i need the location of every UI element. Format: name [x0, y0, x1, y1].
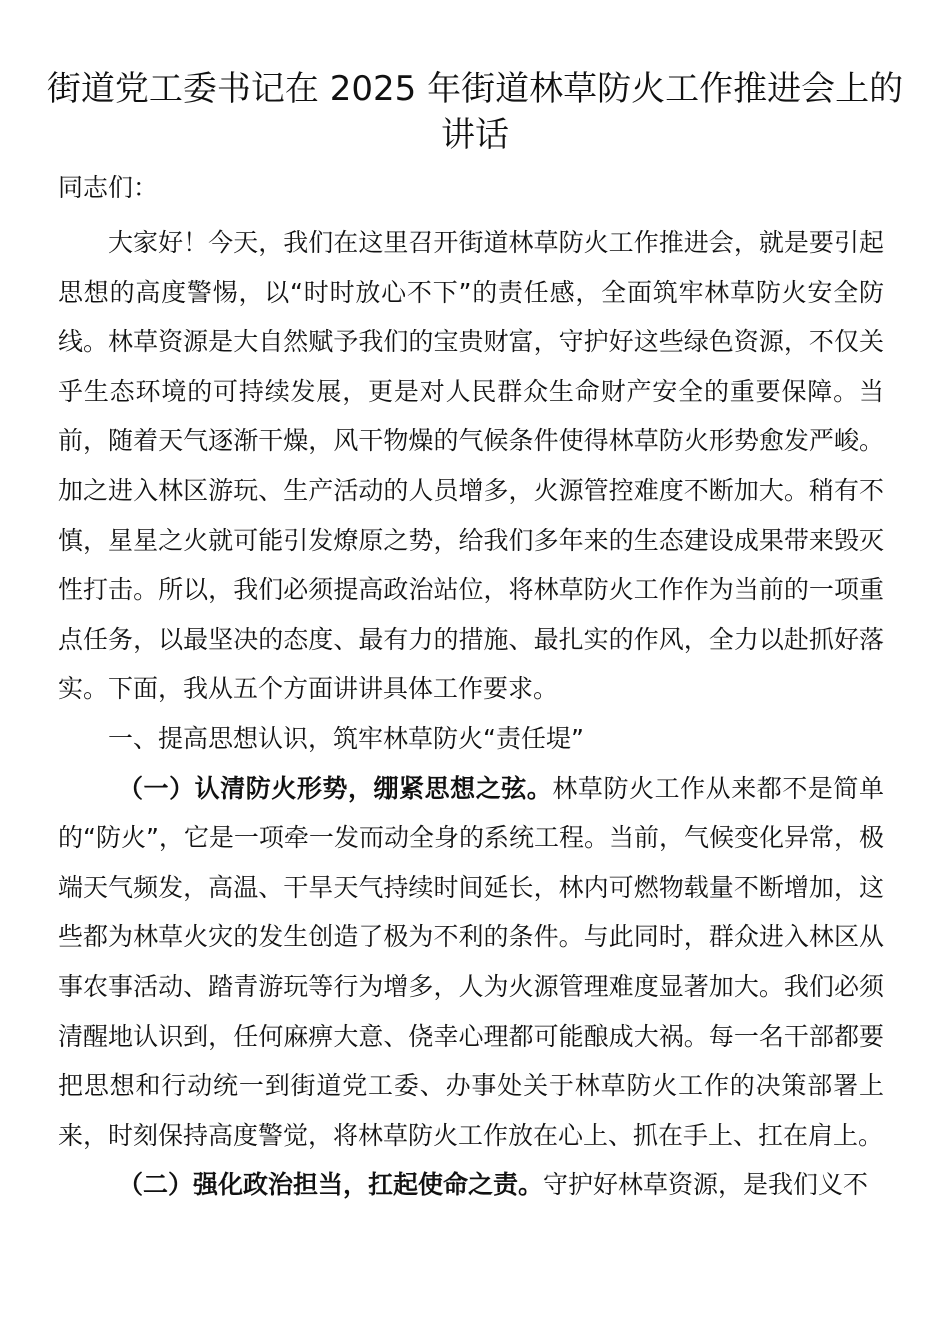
subsection-paragraph [58, 764, 884, 1161]
subsection-lead: （一）认清防火形势，绷紧思想之弦。 [118, 773, 553, 803]
intro-paragraph: 大家好！今天，我们在这里召开街道林草防火工作推进会，就是要引起思想的高度警惕，以“时时放心不下”的责任感，全面筑牢林草防火安全防线。林草资源是大自然赋予我们的宝贵财富，守护好这些绿色资源，不仅关乎生态环境的可持续发展，更是对人民群众生命财产安全的重要保障。当前，随着天气逐渐干燥，风干物燥的气候条件使得林草防火形势愈发严峻。加之进入林区游玩、生产活动的人员增多，火源管控难度不断加大。稍有不慎，星星之火就可能引发燎原之势，给我们多年来的生态建设成果带来毁灭性打击。所以，我们必须提高政治站位，将林草防火工作作为当前的一项重点任务，以最坚决的态度、最有力的措施、最扎实的作风，全力以赴抓好落实。下面，我从五个方面讲讲具体工作要求。 [58, 228, 884, 704]
subsection-paragraph [58, 1160, 884, 1210]
document-body [58, 218, 884, 1210]
subsection-text: 守护好林草资源，是我们义不 [543, 1170, 869, 1200]
document-title: 街道党工委书记在 2025 年街道林草防火工作推进会上的讲话 [46, 69, 904, 155]
subsection-lead: （二）强化政治担当，扛起使命之责。 [118, 1170, 544, 1200]
section-heading: 一、提高思想认识，筑牢林草防火“责任堤” [108, 723, 584, 753]
greeting: 同志们： [58, 173, 159, 202]
subsection-text: 林草防火工作从来都不是简单的“防火”，它是一项牵一发而动全身的系统工程。当前，气候变化异常，极端天气频发，高温、干旱天气持续时间延长，林内可燃物载量不断增加，这些都为林草火灾的发生创造了极为不利的条件。与此同时，群众进入林区从事农事活动、踏青游玩等行为增多，人为火源管理难度显著加大。我们必须清醒地认识到，任何麻痹大意、侥幸心理都可能酿成大祸。每一名干部都要把思想和行动统一到街道党工委、办事处关于林草防火工作的决策部署上来，时刻保持高度警觉，将林草防火工作放在心上、抓在手上、扛在肩上。 [58, 773, 884, 1150]
